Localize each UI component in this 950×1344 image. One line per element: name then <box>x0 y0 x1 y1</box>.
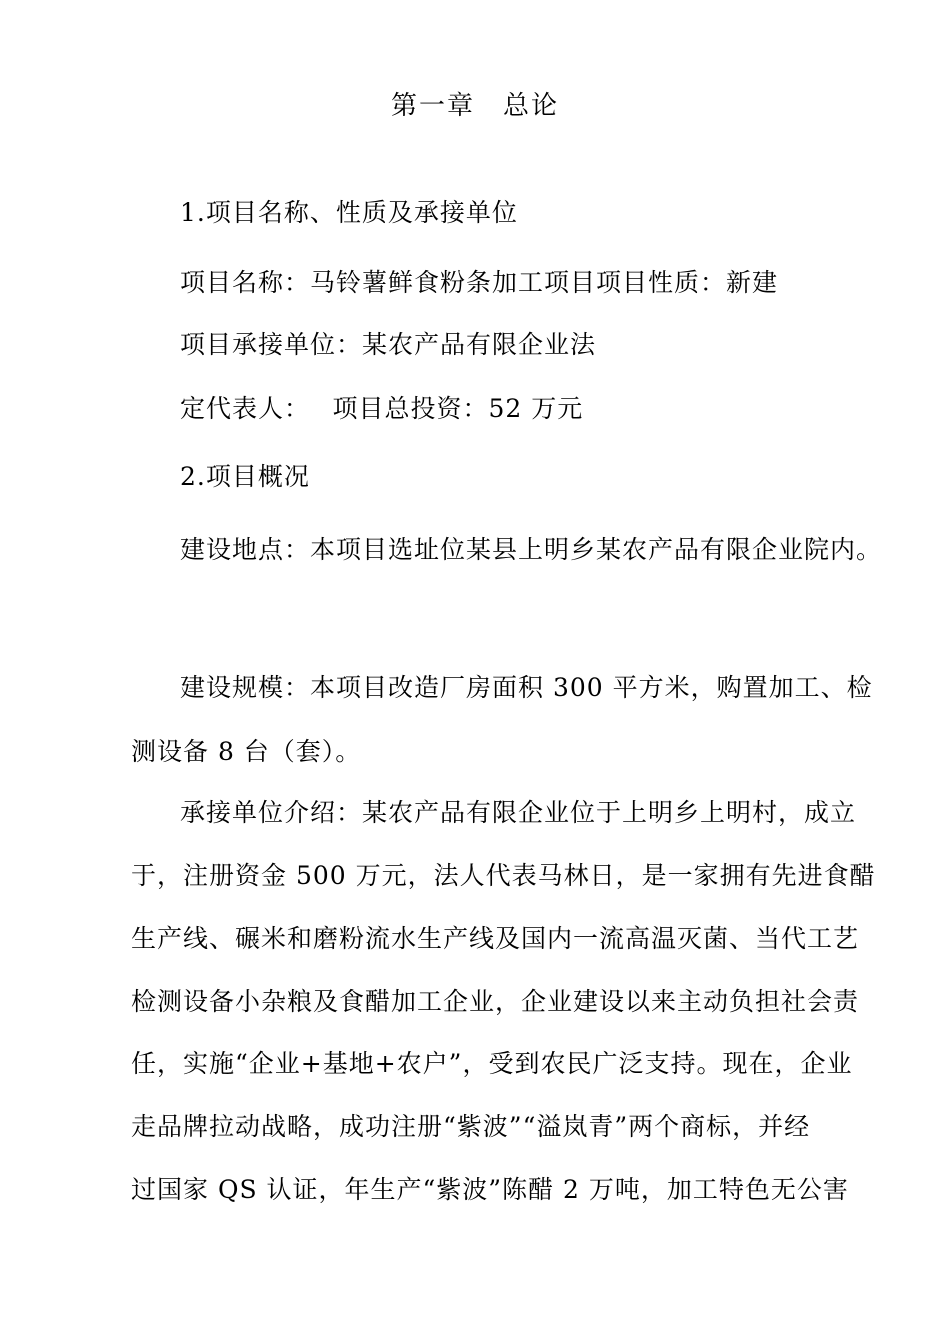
undertaking-unit-line: 项目承接单位：某农产品有限企业法 <box>180 330 597 359</box>
section-heading-2: 2.项目概况 <box>180 462 310 491</box>
section-heading-1: 1.项目名称、性质及承接单位 <box>180 198 518 227</box>
unit-intro-line-4: 检测设备小杂粮及食醋加工企业，企业建设以来主动负担社会责 <box>131 987 860 1016</box>
project-name-line: 项目名称：马铃薯鲜食粉条加工项目项目性质：新建 <box>180 268 779 297</box>
unit-intro-line-7: 过国家 QS 认证，年生产“紫波”陈醋 2 万吨，加工特色无公害 <box>131 1175 849 1204</box>
construction-scale-line-2: 测设备 8 台（套）。 <box>131 737 362 766</box>
unit-intro-line-6: 走品牌拉动战略，成功注册“紫波”“溢岚青”两个商标，并经 <box>131 1112 811 1141</box>
chapter-title: 第一章 总论 <box>390 91 559 121</box>
representative-investment-line: 定代表人： 项目总投资：52 万元 <box>180 394 584 423</box>
construction-site-line: 建设地点：本项目选址位某县上明乡某农产品有限企业院内。 <box>180 535 883 564</box>
construction-scale-line-1: 建设规模：本项目改造厂房面积 300 平方米，购置加工、检 <box>180 673 873 702</box>
unit-intro-line-2: 于，注册资金 500 万元，法人代表马林日，是一家拥有先进食醋 <box>131 861 876 890</box>
unit-intro-line-5: 任，实施“企业+基地+农户”，受到农民广泛支持。现在，企业 <box>131 1049 853 1078</box>
unit-intro-line-3: 生产线、碾米和磨粉流水生产线及国内一流高温灭菌、当代工艺 <box>131 924 860 953</box>
unit-intro-line-1: 承接单位介绍：某农产品有限企业位于上明乡上明村，成立 <box>180 798 857 827</box>
